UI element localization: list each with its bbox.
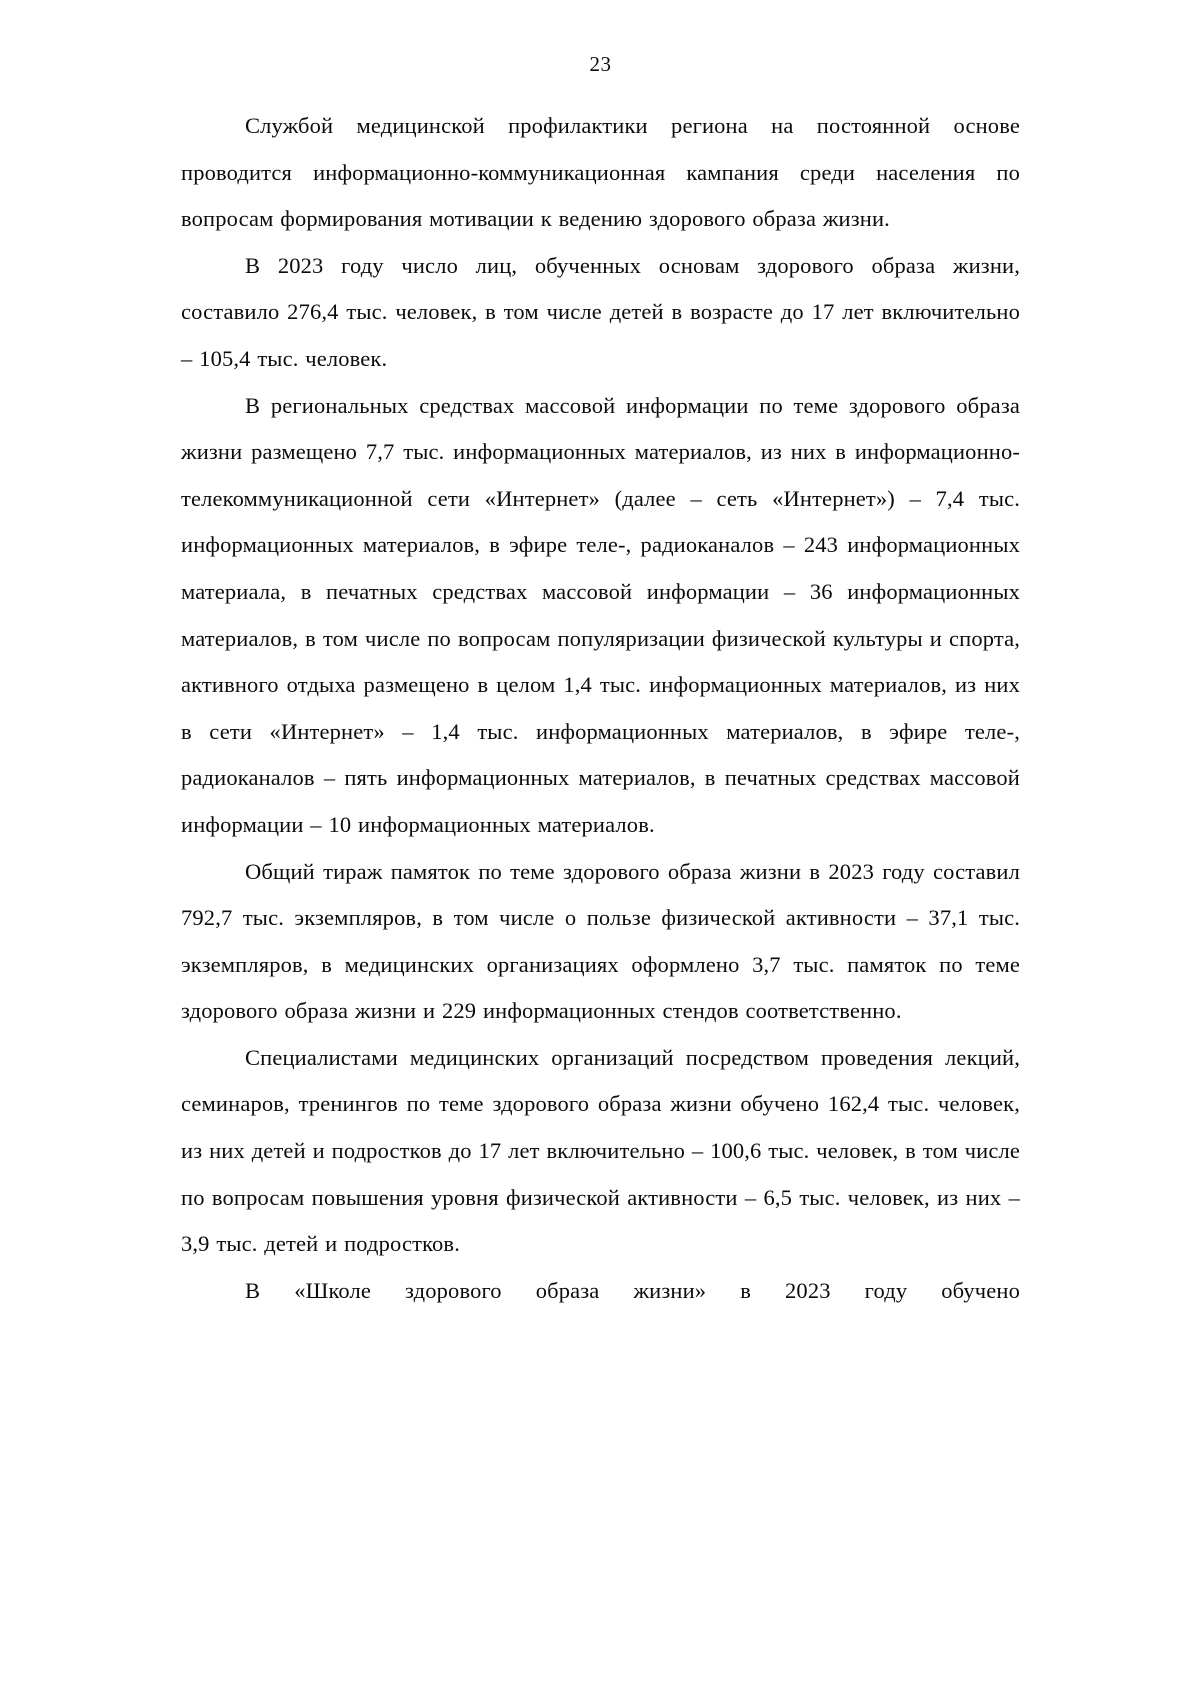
paragraph: Общий тираж памяток по теме здорового образа жизни в 2023 году составил 792,7 тыс. экземпляров, в том числе о пользе физической активности – 37,1 тыс. экземпляров, в медицинских организациях оформлено 3,7 тыс. памяток по теме здорового образа жизни и 229 информационных стендов соответственно. [181,858,1020,1024]
paragraph: В региональных средствах массовой информации по теме здорового образа жизни размещено 7,7 тыс. информационных материалов, из них в информационно-телекоммуникационной сети «Интернет» (далее – сеть «Интернет») – 7,4 тыс. информационных материалов, в эфире теле-, радиоканалов – 243 информационных материала, в печатных средствах массовой информации – 36 информационных материалов, в том числе по вопросам популяризации физической культуры и спорта, активного отдыха размещено в целом 1,4 тыс. информационных материалов, из них в сети «Интернет» – 1,4 тыс. информационных материалов, в эфире теле-, радиоканалов – пять информационных материалов, в печатных средствах массовой информации – 10 информационных материалов. [181,392,1020,837]
page-number: 23 [589,52,612,76]
paragraph: В «Школе здорового образа жизни» в 2023 году обучено [245,1277,1020,1303]
paragraph: В 2023 году число лиц, обученных основам здорового образа жизни, составило 276,4 тыс. человек, в том числе детей в возрасте до 17 лет включительно – 105,4 тыс. человек. [181,252,1020,371]
paragraph: Специалистами медицинских организаций посредством проведения лекций, семинаров, тренингов по теме здорового образа жизни обучено 162,4 тыс. человек, из них детей и подростков до 17 лет включительно – 100,6 тыс. человек, в том числе по вопросам повышения уровня физической активности – 6,5 тыс. человек, из них – 3,9 тыс. детей и подростков. [181,1044,1020,1257]
document-body [181,103,1020,1314]
paragraph: Службой медицинской профилактики региона на постоянной основе проводится информационно-коммуникационная кампания среди населения по вопросам формирования мотивации к ведению здорового образа жизни. [181,113,1020,232]
